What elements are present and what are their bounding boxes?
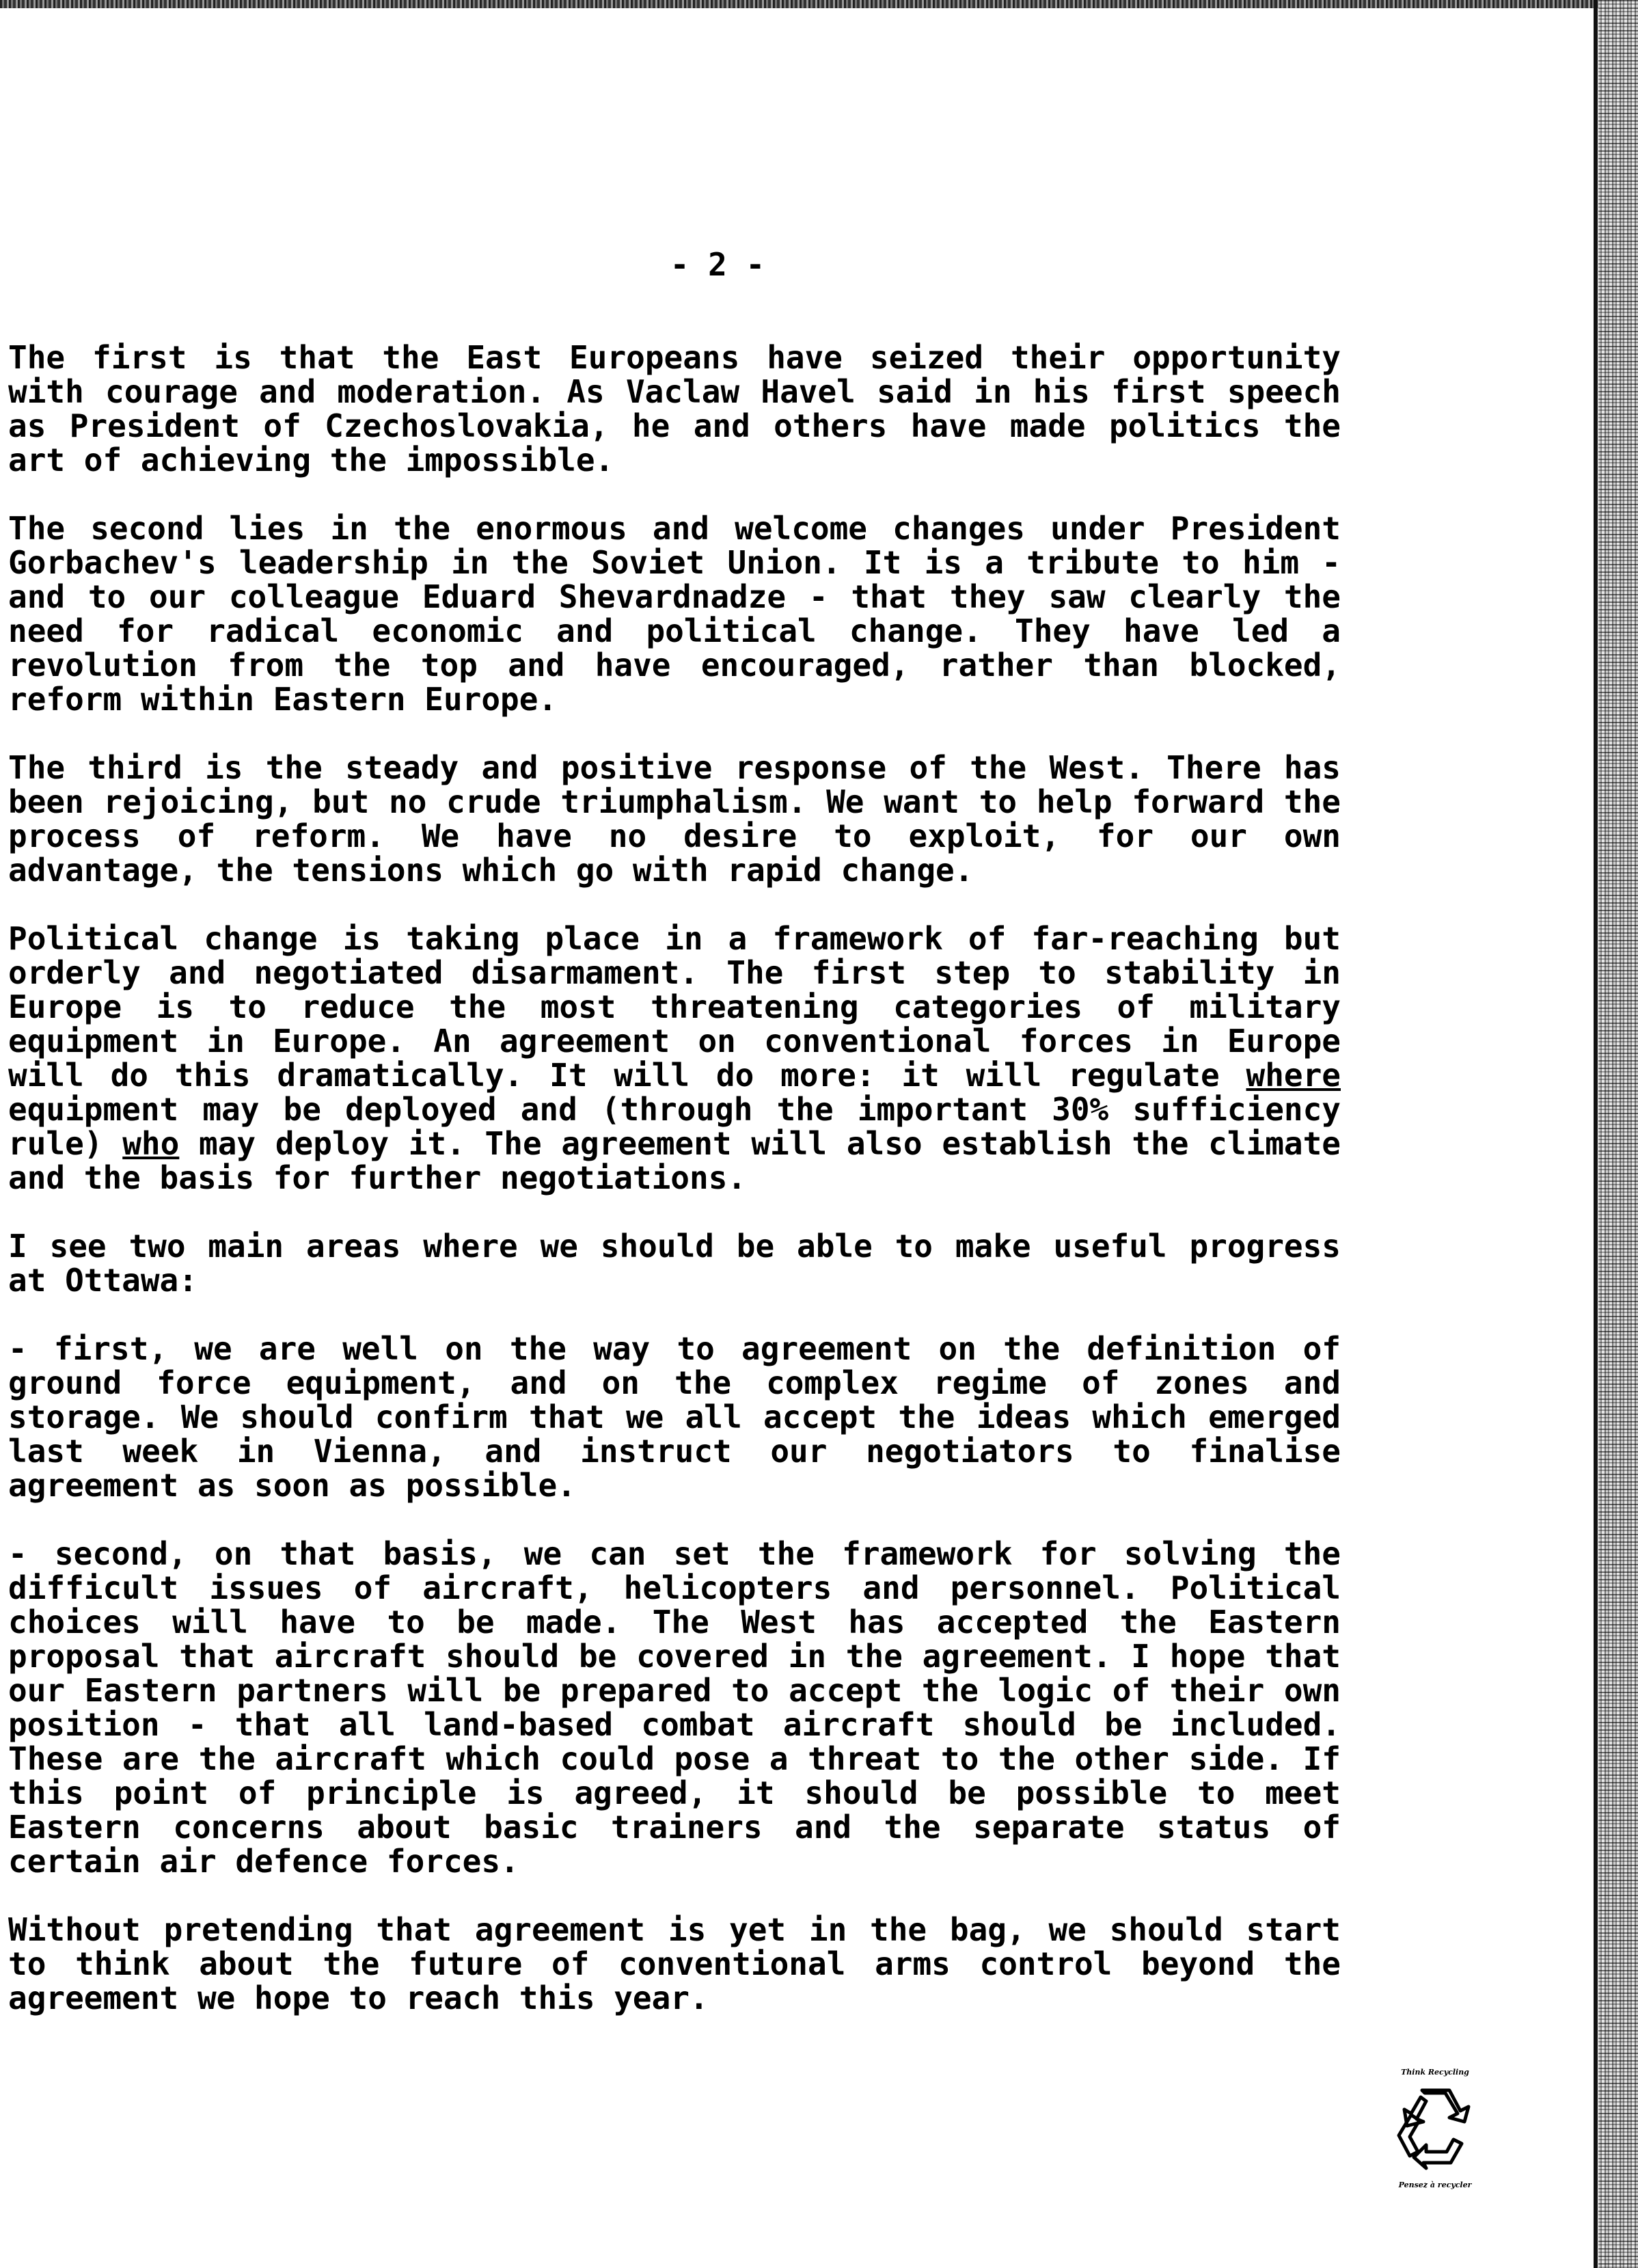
paragraph-4-part-b: equipment may be deployed and (through the important 30% sufficiency rule): [8, 1091, 1341, 1162]
recycling-icon: [1384, 2081, 1486, 2176]
document-body: [8, 340, 1341, 2015]
scan-top-edge: [0, 0, 1638, 8]
scan-right-edge: [1598, 0, 1638, 2268]
paragraph-3: The third is the steady and positive response of the West. There has been rejoicing, but no crude triumphalism. We want to help forward the process of reform. We have no desire to exploit, for our own advantage, the tensions which go with rapid change.: [8, 749, 1341, 889]
recycle-bottom-caption: Pensez à recycler: [1398, 2181, 1472, 2189]
paragraph-7: - second, on that basis, we can set the framework for solving the difficult issues of aircraft, helicopters and personnel. Political choices will have to be made. The West has accepted the Eastern proposal that aircraft should be covered in the agreement. I hope that our Eastern partners will be prepared to accept the logic of their own position - that all land-based combat aircraft should be included. These are the aircraft which could pose a threat to the other side. If this point of principle is agreed, it should be possible to meet Eastern concerns about basic trainers and the separate status of certain air defence forces.: [8, 1535, 1341, 1880]
recycle-logo: [1374, 2068, 1497, 2211]
paragraph-6: - first, we are well on the way to agreement on the definition of ground force equipment, and on the complex regime of zones and storage. We should confirm that we all accept the ideas which emerged last week in Vienna, and instruct our negotiators to finalise agreement as soon as possible.: [8, 1330, 1341, 1504]
recycle-top-caption: Think Recycling: [1401, 2068, 1469, 2077]
underlined-where: where: [1246, 1057, 1341, 1094]
paragraph-5: I see two main areas where we should be able to make useful progress at Ottawa:: [8, 1228, 1341, 1299]
paragraph-4-part-c: may deploy it. The agreement will also establish the climate and the basis for further negotiations.: [8, 1125, 1341, 1196]
scan-right-border: [1594, 0, 1598, 2268]
paragraph-1: The first is that the East Europeans have seized their opportunity with courage and moderation. As Vaclaw Havel said in his first speech as President of Czechoslovakia, he and others have made politics the art of achieving the impossible.: [8, 339, 1341, 478]
paragraph-4: [8, 921, 1341, 1195]
page-number: - 2 -: [670, 246, 765, 283]
paragraph-2: The second lies in the enormous and welcome changes under President Gorbachev's leadership in the Soviet Union. It is a tribute to him - and to our colleague Eduard Shevardnadze - that they saw clearly the need for radical economic and political change. They have led a revolution from the top and have encouraged, rather than blocked, reform within Eastern Europe.: [8, 510, 1341, 718]
paragraph-8: Without pretending that agreement is yet in the bag, we should start to think about the future of conventional arms control beyond the agreement we hope to reach this year.: [8, 1911, 1341, 2016]
underlined-who: who: [122, 1125, 180, 1162]
paragraph-4-part-a: Political change is taking place in a framework of far-reaching but orderly and negotiated disarmament. The first step to stability in Europe is to reduce the most threatening categories of military equipment in Europe. An agreement on conventional forces in Europe will do this dramatically. It will do more: it will regulate: [8, 920, 1341, 1094]
